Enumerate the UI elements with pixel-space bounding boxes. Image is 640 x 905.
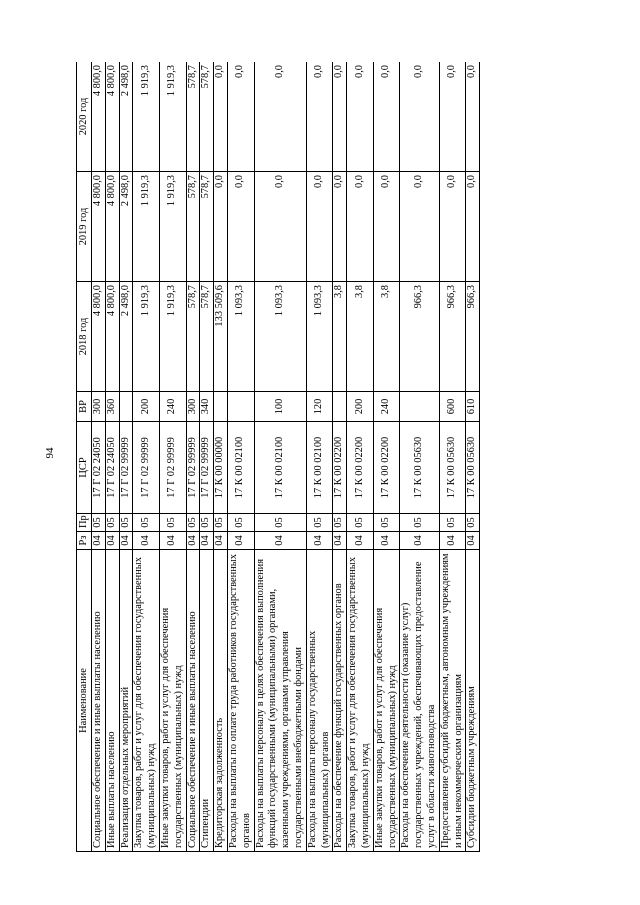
cell-pr: 05 [200, 514, 214, 532]
cell-name: Кредиторская задолженность [214, 550, 228, 852]
cell-pr: 05 [254, 514, 306, 532]
header-name: Наименование [77, 550, 92, 852]
cell-csr: 17 К 00 05630 [400, 422, 439, 514]
header-csr: ЦСР [77, 422, 92, 514]
cell-2018: 1 093,3 [306, 282, 333, 392]
cell-2020: 1 919,3 [133, 62, 160, 172]
cell-2018: 3,8 [333, 282, 347, 392]
table-row [92, 62, 106, 852]
table-row [159, 62, 186, 852]
cell-2018: 3,8 [373, 282, 400, 392]
cell-vr: 120 [306, 392, 333, 422]
cell-vr: 200 [347, 392, 374, 422]
cell-2020: 0,0 [333, 62, 347, 172]
cell-2020: 0,0 [400, 62, 439, 172]
table-row [466, 62, 480, 852]
cell-2020: 578,7 [186, 62, 200, 172]
cell-name: Расходы на выплаты персоналу государственных (муниципальных) органов [306, 550, 333, 852]
table-row [333, 62, 347, 852]
cell-2019: 0,0 [347, 172, 374, 282]
cell-pr: 05 [214, 514, 228, 532]
cell-2019: 4 800,0 [92, 172, 106, 282]
table-row [105, 62, 119, 852]
table-row [306, 62, 333, 852]
cell-2020: 0,0 [347, 62, 374, 172]
table-row [133, 62, 160, 852]
cell-2018: 2 498,0 [119, 282, 133, 392]
cell-csr: 17 К 00 02200 [347, 422, 374, 514]
header-pr: Пр [77, 514, 92, 532]
cell-2019: 1 919,3 [133, 172, 160, 282]
cell-2019: 578,7 [200, 172, 214, 282]
cell-pr: 05 [333, 514, 347, 532]
header-2018: 2018 год [77, 282, 92, 392]
cell-2018: 578,7 [200, 282, 214, 392]
cell-vr: 240 [373, 392, 400, 422]
cell-rz: 04 [347, 532, 374, 550]
cell-pr: 05 [373, 514, 400, 532]
cell-name: Стипендии [200, 550, 214, 852]
cell-vr: 610 [466, 392, 480, 422]
cell-name: Иные выплаты населению [105, 550, 119, 852]
cell-vr: 300 [186, 392, 200, 422]
cell-2018: 966,3 [466, 282, 480, 392]
cell-csr: 17 Г 02 99999 [133, 422, 160, 514]
table-row [214, 62, 228, 852]
cell-2019: 1 919,3 [159, 172, 186, 282]
cell-vr [400, 392, 439, 422]
cell-2020: 578,7 [200, 62, 214, 172]
cell-vr: 240 [159, 392, 186, 422]
cell-2020: 0,0 [254, 62, 306, 172]
table-row [373, 62, 400, 852]
cell-rz: 04 [159, 532, 186, 550]
cell-csr: 17 Г 02 24050 [105, 422, 119, 514]
table-row [200, 62, 214, 852]
cell-2018: 578,7 [186, 282, 200, 392]
cell-rz: 04 [254, 532, 306, 550]
cell-2020: 4 800,0 [92, 62, 106, 172]
cell-pr: 05 [133, 514, 160, 532]
cell-name: Реализация отдельных мероприятий [119, 550, 133, 852]
cell-rz: 04 [439, 532, 466, 550]
cell-name: Закупка товаров, работ и услуг для обеспечения государственных (муниципальных) нужд [347, 550, 374, 852]
cell-pr: 05 [105, 514, 119, 532]
cell-name: Расходы на выплаты персоналу в целях обеспечения выполнения функций государственными (муниципальными) органами, казенными учреждениями, органами управления государственными внебюджетными фондами [254, 550, 306, 852]
cell-pr: 05 [306, 514, 333, 532]
cell-2020: 0,0 [439, 62, 466, 172]
cell-2020: 0,0 [214, 62, 228, 172]
cell-vr [333, 392, 347, 422]
cell-name: Расходы на выплаты по оплате труда работников государственных органов [227, 550, 254, 852]
cell-2018: 1 093,3 [227, 282, 254, 392]
cell-rz: 04 [306, 532, 333, 550]
cell-2019: 4 800,0 [105, 172, 119, 282]
table-row [400, 62, 439, 852]
table-row [227, 62, 254, 852]
cell-name: Расходы на обеспечение деятельности (оказание услуг) государственных учреждений, обеспечивающих предоставление услуг в области животноводства [400, 550, 439, 852]
cell-vr: 340 [200, 392, 214, 422]
cell-name: Закупка товаров, работ и услуг для обеспечения государственных (муниципальных) нужд [133, 550, 160, 852]
cell-2019: 0,0 [373, 172, 400, 282]
cell-2020: 0,0 [227, 62, 254, 172]
cell-pr: 05 [159, 514, 186, 532]
budget-table [76, 62, 480, 852]
cell-pr: 05 [466, 514, 480, 532]
cell-rz: 04 [373, 532, 400, 550]
cell-2018: 966,3 [400, 282, 439, 392]
cell-rz: 04 [400, 532, 439, 550]
cell-rz: 04 [333, 532, 347, 550]
cell-2019: 2 498,0 [119, 172, 133, 282]
cell-csr: 17 Г 02 99999 [186, 422, 200, 514]
cell-vr [227, 392, 254, 422]
table-row [119, 62, 133, 852]
cell-name: Иные закупки товаров, работ и услуг для обеспечения государственных (муниципальных) нужд [373, 550, 400, 852]
cell-2019: 0,0 [254, 172, 306, 282]
cell-2020: 0,0 [306, 62, 333, 172]
cell-vr: 300 [92, 392, 106, 422]
cell-2018: 1 093,3 [254, 282, 306, 392]
table-row [254, 62, 306, 852]
cell-2020: 4 800,0 [105, 62, 119, 172]
cell-csr: 17 Г 02 99999 [159, 422, 186, 514]
cell-vr: 100 [254, 392, 306, 422]
cell-vr: 600 [439, 392, 466, 422]
cell-pr: 05 [186, 514, 200, 532]
cell-csr: 17 Г 02 99999 [200, 422, 214, 514]
cell-2018: 1 919,3 [133, 282, 160, 392]
cell-pr: 05 [400, 514, 439, 532]
cell-rz: 04 [466, 532, 480, 550]
cell-name: Предоставление субсидий бюджетным, автономным учреждениям и иным некоммерческим организациям [439, 550, 466, 852]
table-viewport [76, 62, 536, 852]
cell-rz: 04 [227, 532, 254, 550]
header-rz: Рз [77, 532, 92, 550]
cell-vr: 200 [133, 392, 160, 422]
cell-csr: 17 К 00 02100 [254, 422, 306, 514]
cell-2020: 2 498,0 [119, 62, 133, 172]
cell-csr: 17 К 00 05630 [439, 422, 466, 514]
cell-csr: 17 К 00 02200 [333, 422, 347, 514]
header-2019: 2019 год [77, 172, 92, 282]
cell-csr: 17 К 00 02200 [373, 422, 400, 514]
cell-2018: 4 800,0 [105, 282, 119, 392]
cell-vr [214, 392, 228, 422]
cell-rz: 04 [200, 532, 214, 550]
rotated-table-container [76, 62, 536, 852]
header-2020: 2020 год [77, 62, 92, 172]
cell-2018: 4 800,0 [92, 282, 106, 392]
cell-name: Иные закупки товаров, работ и услуг для обеспечения государственных (муниципальных) нужд [159, 550, 186, 852]
cell-pr: 05 [119, 514, 133, 532]
cell-2019: 0,0 [400, 172, 439, 282]
cell-2019: 0,0 [227, 172, 254, 282]
cell-2018: 3,8 [347, 282, 374, 392]
cell-2019: 0,0 [439, 172, 466, 282]
cell-pr: 05 [439, 514, 466, 532]
cell-rz: 04 [105, 532, 119, 550]
table-row [347, 62, 374, 852]
cell-csr: 17 К 00 00000 [214, 422, 228, 514]
cell-csr: 17 Г 02 24050 [92, 422, 106, 514]
cell-name: Субсидии бюджетным учреждениям [466, 550, 480, 852]
cell-pr: 05 [227, 514, 254, 532]
cell-2020: 1 919,3 [159, 62, 186, 172]
header-row [77, 62, 92, 852]
cell-2019: 0,0 [333, 172, 347, 282]
cell-2019: 578,7 [186, 172, 200, 282]
cell-csr: 17 Г 02 99999 [119, 422, 133, 514]
table-row [439, 62, 466, 852]
cell-vr: 360 [105, 392, 119, 422]
cell-csr: 17 К 00 05630 [466, 422, 480, 514]
table-row [186, 62, 200, 852]
cell-name: Социальное обеспечение и иные выплаты населению [186, 550, 200, 852]
cell-pr: 05 [92, 514, 106, 532]
cell-2018: 133 509,6 [214, 282, 228, 392]
cell-name: Социальное обеспечение и иные выплаты населению [92, 550, 106, 852]
cell-csr: 17 К 00 02100 [227, 422, 254, 514]
cell-2020: 0,0 [466, 62, 480, 172]
cell-vr [119, 392, 133, 422]
cell-rz: 04 [214, 532, 228, 550]
cell-2018: 966,3 [439, 282, 466, 392]
cell-csr: 17 К 00 02100 [306, 422, 333, 514]
cell-rz: 04 [186, 532, 200, 550]
page-number: 94 [44, 447, 56, 459]
header-vr: ВР [77, 392, 92, 422]
cell-2018: 1 919,3 [159, 282, 186, 392]
cell-rz: 04 [92, 532, 106, 550]
cell-2019: 0,0 [214, 172, 228, 282]
cell-name: Расходы на обеспечение функций государственных органов [333, 550, 347, 852]
cell-2020: 0,0 [373, 62, 400, 172]
cell-rz: 04 [119, 532, 133, 550]
cell-rz: 04 [133, 532, 160, 550]
cell-2019: 0,0 [466, 172, 480, 282]
cell-pr: 05 [347, 514, 374, 532]
cell-2019: 0,0 [306, 172, 333, 282]
